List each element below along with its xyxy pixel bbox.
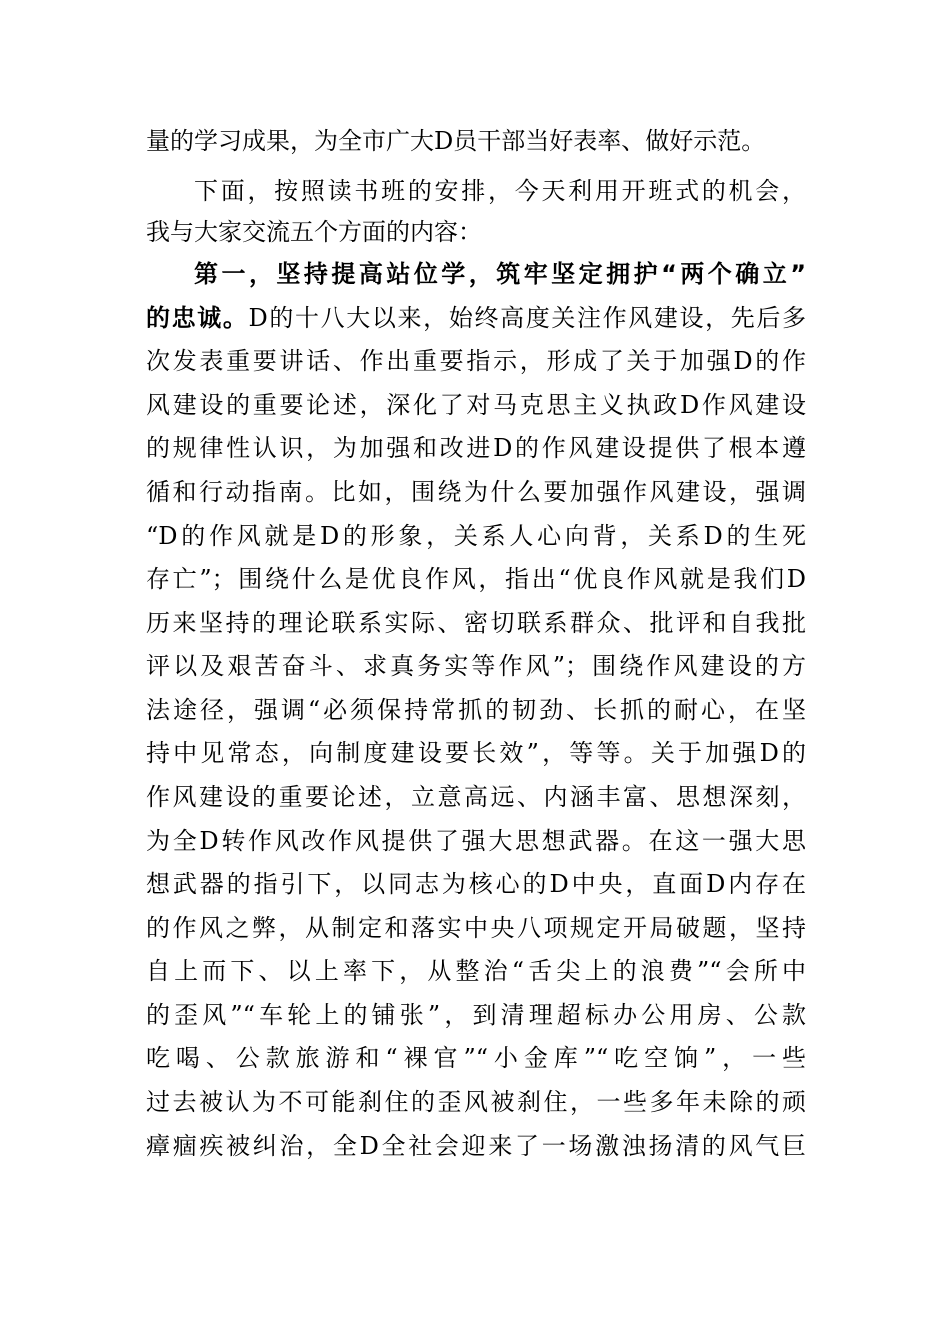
text-line: 的歪风”“车轮上的铺张”，到清理超标办公用房、公款 xyxy=(146,1001,806,1029)
text-line: 存亡”；围绕什么是优良作风，指出“优良作风就是我们D xyxy=(146,565,806,593)
text-line xyxy=(146,298,806,338)
text-line: 循和行动指南。比如，围绕为什么要加强作风建设，强调 xyxy=(146,478,806,506)
text-line: 我与大家交流五个方面的内容： xyxy=(146,218,482,246)
text-line: 评以及艰苦奋斗、求真务实等作风”；围绕作风建设的方 xyxy=(146,652,806,680)
section-heading-line xyxy=(194,254,806,294)
text-line: 的作风之弊，从制定和落实中央八项规定开局破题，坚持 xyxy=(146,914,806,942)
text-line: 持中见常态，向制度建设要长效”，等等。关于加强D的 xyxy=(146,739,806,767)
text-line: 自上而下、以上率下，从整治“舌尖上的浪费”“会所中 xyxy=(146,957,806,985)
section-heading-end: 的忠诚。 xyxy=(146,304,249,332)
text-line: 过去被认为不可能刹住的歪风被刹住，一些多年未除的顽 xyxy=(146,1088,806,1116)
text-line: 的规律性认识，为加强和改进D的作风建设提供了根本遵 xyxy=(146,434,806,462)
text-line: 想武器的指引下，以同志为核心的D中央，直面D内存在 xyxy=(146,870,806,898)
text-line: 瘴痼疾被纠治，全D全社会迎来了一场激浊扬清的风气巨 xyxy=(146,1132,806,1160)
text-line: 历来坚持的理论联系实际、密切联系群众、批评和自我批 xyxy=(146,609,806,637)
text-line: 作风建设的重要论述，立意高远、内涵丰富、思想深刻， xyxy=(146,783,806,811)
text-line: 吃喝、公款旅游和“裸官”“小金库”“吃空饷”，一些 xyxy=(146,1044,806,1072)
text-line: 次发表重要讲话、作出重要指示，形成了关于加强D的作 xyxy=(146,347,806,375)
text-line: 法途径，强调“必须保持常抓的韧劲、长抓的耐心，在坚 xyxy=(146,696,806,724)
text-line: 为全D转作风改作风提供了强大思想武器。在这一强大思 xyxy=(146,827,806,855)
text-line: 量的学习成果，为全市广大D员干部当好表率、做好示范。 xyxy=(146,127,766,155)
text-span: D的十八大以来，始终高度关注作风建设，先后多 xyxy=(248,304,806,332)
text-line: “D的作风就是D的形象，关系人心向背，关系D的生死 xyxy=(146,522,806,550)
text-line: 下面，按照读书班的安排，今天利用开班式的机会， xyxy=(194,177,806,205)
section-heading-text: 第一，坚持提高站位学，筑牢坚定拥护“两个确立” xyxy=(194,260,806,288)
text-line: 风建设的重要论述，深化了对马克思主义执政D作风建设 xyxy=(146,391,806,419)
